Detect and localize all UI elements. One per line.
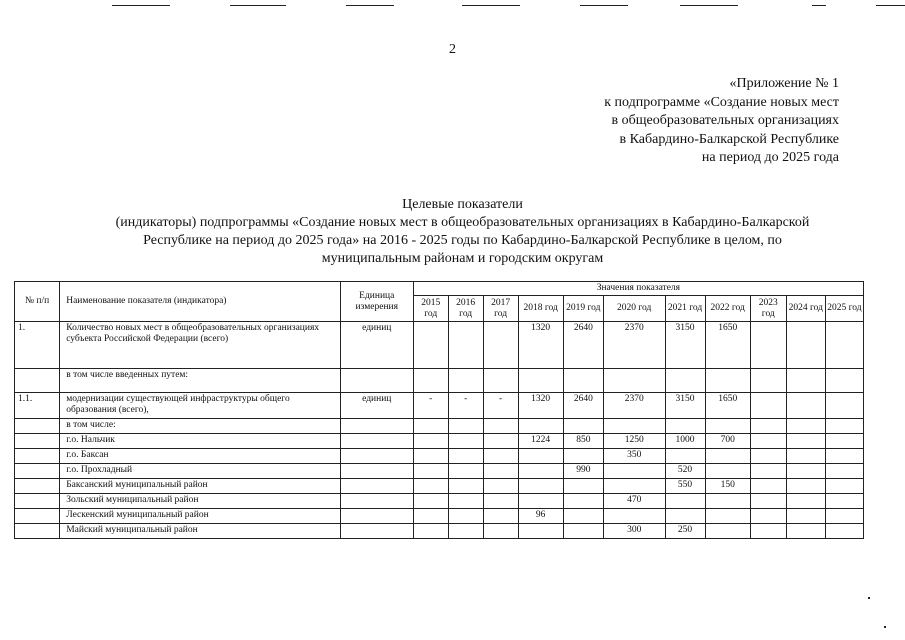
row-indicator-name: в том числе: [60,419,341,434]
row-value [483,479,518,494]
row-value [750,419,786,434]
appendix-line: в Кабардино-Балкарской Республике [619,131,839,147]
row-value [413,464,448,479]
row-value [786,524,825,539]
scan-edge-line [580,5,628,6]
row-value [563,479,603,494]
row-value: 300 [603,524,665,539]
row-value [518,494,563,509]
row-value [413,524,448,539]
row-value: 1650 [705,393,750,419]
row-value [563,524,603,539]
scan-edge-line [112,5,170,6]
row-value: 1320 [518,393,563,419]
row-value [786,434,825,449]
row-value [518,464,563,479]
row-value [448,449,483,464]
row-number [15,419,60,434]
scan-edge-line [812,5,826,6]
row-value [825,524,863,539]
row-value [448,434,483,449]
row-value [786,393,825,419]
row-value [786,509,825,524]
row-indicator-name: г.о. Баксан [60,449,341,464]
title-line: муниципальным районам и городским округам [321,251,604,266]
row-number [15,494,60,509]
row-value: 1000 [665,434,705,449]
row-number [15,524,60,539]
row-value [413,509,448,524]
row-unit: единиц [340,393,413,419]
table-row [15,322,864,369]
title-line: Республике на период до 2025 года» на 2016 - 2025 годы по Кабардино-Балкарской Республике в целом, по [143,233,782,248]
row-value: 520 [665,464,705,479]
header-year: 2019 год [563,296,603,322]
row-value [665,369,705,393]
appendix-line: к подпрограмме «Создание новых мест [604,94,839,110]
row-value [750,509,786,524]
row-value: 990 [563,464,603,479]
scan-edge-line [230,5,286,6]
header-unit: Единица измерения [340,282,413,322]
row-value [786,479,825,494]
row-unit [340,494,413,509]
header-year: 2015 год [413,296,448,322]
row-value [448,509,483,524]
row-unit [340,449,413,464]
page-number: 2 [449,42,456,57]
row-value [705,524,750,539]
row-value: 350 [603,449,665,464]
row-indicator-name: Зольский муниципальный район [60,494,341,509]
row-value [825,393,863,419]
row-value [413,369,448,393]
header-name: Наименование показателя (индикатора) [60,282,341,322]
row-unit [340,524,413,539]
row-number [15,434,60,449]
row-value [483,464,518,479]
row-unit [340,419,413,434]
scan-edge-line [876,5,905,6]
row-value [786,369,825,393]
header-year: 2023 год [750,296,786,322]
row-value [413,494,448,509]
title-line: (индикаторы) подпрограммы «Создание новых мест в общеобразовательных организациях в Кабардино-Балкарской [115,215,810,230]
row-unit [340,509,413,524]
row-value [448,524,483,539]
row-value [786,449,825,464]
row-value [825,322,863,369]
scan-edge-line [680,5,738,6]
row-value [705,494,750,509]
header-year: 2017 год [483,296,518,322]
row-value: 2370 [603,393,665,419]
scan-edge-line [462,5,520,6]
row-unit [340,479,413,494]
appendix-note [604,75,839,168]
row-value [518,449,563,464]
table-row [15,434,864,449]
row-value: - [413,393,448,419]
row-indicator-name: г.о. Прохладный [60,464,341,479]
row-value: 2640 [563,322,603,369]
row-value [518,369,563,393]
row-value [665,509,705,524]
header-year: 2024 год [786,296,825,322]
row-value [413,322,448,369]
row-value [825,434,863,449]
row-value [483,524,518,539]
row-indicator-name: модернизации существующей инфраструктуры общего образования (всего), [60,393,341,419]
row-value [825,479,863,494]
table-row [15,524,864,539]
row-unit [340,434,413,449]
row-number: 1. [15,322,60,369]
row-value [483,322,518,369]
row-value [448,479,483,494]
row-value [705,509,750,524]
row-value [786,419,825,434]
row-value: 550 [665,479,705,494]
row-value [825,464,863,479]
row-value: 96 [518,509,563,524]
row-value: 700 [705,434,750,449]
row-value [448,494,483,509]
row-value [786,464,825,479]
row-value: 1250 [603,434,665,449]
table-row [15,509,864,524]
row-value: - [483,393,518,419]
row-unit [340,369,413,393]
row-unit: единиц [340,322,413,369]
row-value [563,509,603,524]
row-value: 3150 [665,322,705,369]
row-value [665,449,705,464]
row-value [518,524,563,539]
row-value [750,494,786,509]
row-value [483,449,518,464]
row-value [483,369,518,393]
row-value [518,479,563,494]
row-number: 1.1. [15,393,60,419]
row-value: 150 [705,479,750,494]
row-indicator-name: Баксанский муниципальный район [60,479,341,494]
row-value [750,369,786,393]
row-indicator-name: Лескенский муниципальный район [60,509,341,524]
scan-speck [868,597,870,599]
header-year: 2021 год [665,296,705,322]
row-value [563,449,603,464]
table-row [15,449,864,464]
row-value: 1650 [705,322,750,369]
row-indicator-name: Количество новых мест в общеобразовательных организациях субъекта Российской Федерации (всего) [60,322,341,369]
row-value [825,509,863,524]
table-row [15,464,864,479]
row-unit [340,464,413,479]
document-title [40,196,885,268]
row-value [563,419,603,434]
row-value [413,479,448,494]
row-value [750,393,786,419]
row-value [750,479,786,494]
row-value [750,322,786,369]
row-number [15,479,60,494]
row-value [603,479,665,494]
row-value [448,322,483,369]
table-row [15,369,864,393]
row-value [665,494,705,509]
row-value [750,449,786,464]
row-value [448,419,483,434]
row-value [413,434,448,449]
row-value [825,419,863,434]
header-year: 2025 год [825,296,863,322]
row-value [825,449,863,464]
title-line: Целевые показатели [402,197,523,212]
table-row [15,479,864,494]
row-value: 250 [665,524,705,539]
appendix-line: на период до 2025 года [701,150,839,165]
row-value [750,434,786,449]
row-value [563,494,603,509]
row-value: - [448,393,483,419]
row-value [603,369,665,393]
row-number [15,509,60,524]
row-value: 1224 [518,434,563,449]
row-value [750,524,786,539]
row-value [825,494,863,509]
row-value [413,419,448,434]
header-year: 2020 год [603,296,665,322]
row-value [705,449,750,464]
row-value [705,464,750,479]
header-year: 2022 год [705,296,750,322]
row-value [483,419,518,434]
row-value [603,419,665,434]
row-value [786,322,825,369]
row-value: 2370 [603,322,665,369]
row-value [705,419,750,434]
row-value: 850 [563,434,603,449]
row-value [825,369,863,393]
scan-edge-line [346,5,394,6]
row-value [750,464,786,479]
appendix-line: «Приложение № 1 [729,76,839,91]
row-value [448,464,483,479]
row-value [603,464,665,479]
row-value [483,509,518,524]
header-year: 2016 год [448,296,483,322]
row-value [786,494,825,509]
header-year: 2018 год [518,296,563,322]
row-value [483,494,518,509]
row-number [15,464,60,479]
row-value [448,369,483,393]
row-value: 3150 [665,393,705,419]
row-value: 2640 [563,393,603,419]
table-row [15,419,864,434]
row-indicator-name: в том числе введенных путем: [60,369,341,393]
row-value [705,369,750,393]
row-value [413,449,448,464]
indicators-table [14,281,864,539]
row-value [518,419,563,434]
row-indicator-name: г.о. Нальчик [60,434,341,449]
row-value [665,419,705,434]
row-value [563,369,603,393]
row-value: 1320 [518,322,563,369]
header-num: № п/п [15,282,60,322]
row-number [15,449,60,464]
row-value [603,509,665,524]
table-row [15,494,864,509]
row-number [15,369,60,393]
appendix-line: в общеобразовательных организациях [611,113,839,128]
table-row [15,393,864,419]
row-value: 470 [603,494,665,509]
row-indicator-name: Майский муниципальный район [60,524,341,539]
scan-speck [884,626,886,628]
row-value [483,434,518,449]
header-values-group: Значения показателя [413,282,863,296]
